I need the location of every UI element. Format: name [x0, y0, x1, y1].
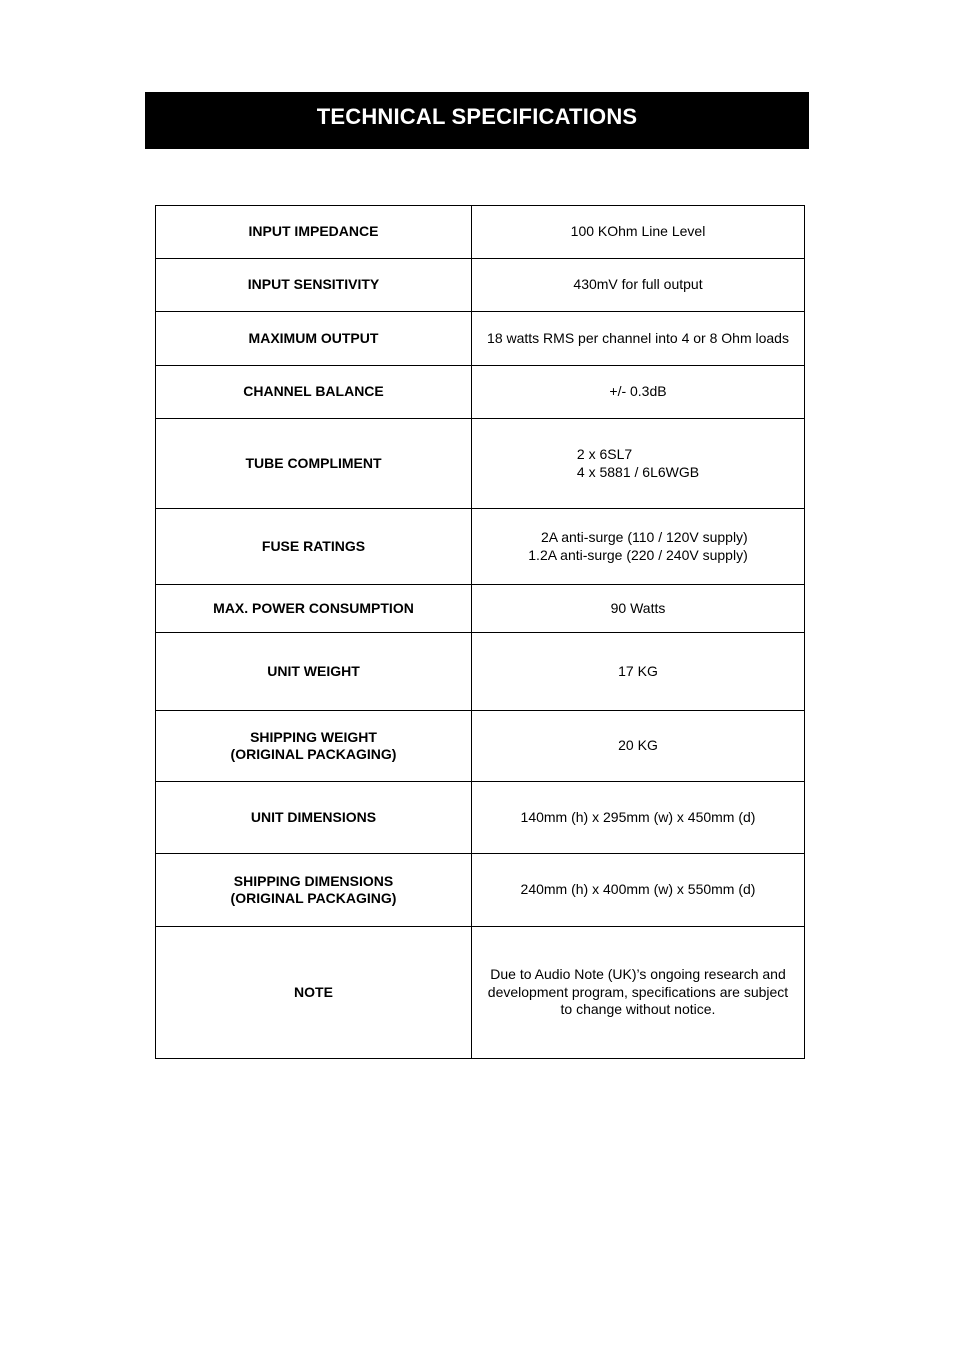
specifications-table — [155, 205, 805, 1059]
spec-label: SHIPPING DIMENSIONS (ORIGINAL PACKAGING) — [156, 854, 472, 927]
spec-value: 430mV for full output — [472, 259, 805, 312]
spec-label: MAXIMUM OUTPUT — [156, 312, 472, 366]
page-title: TECHNICAL SPECIFICATIONS — [316, 103, 638, 129]
spec-label: SHIPPING WEIGHT (ORIGINAL PACKAGING) — [156, 711, 472, 782]
table-row — [156, 206, 805, 259]
table-row — [156, 854, 805, 927]
spec-label: UNIT DIMENSIONS — [156, 782, 472, 854]
table-row — [156, 509, 805, 585]
table-row — [156, 419, 805, 509]
spec-label: FUSE RATINGS — [156, 509, 472, 585]
table-row — [156, 711, 805, 782]
title-banner — [145, 92, 809, 149]
spec-value: 240mm (h) x 400mm (w) x 550mm (d) — [472, 854, 805, 927]
table-row — [156, 633, 805, 711]
table-row — [156, 366, 805, 419]
table-row — [156, 259, 805, 312]
spec-value: +/- 0.3dB — [472, 366, 805, 419]
table-row — [156, 927, 805, 1059]
spec-label: INPUT SENSITIVITY — [156, 259, 472, 312]
spec-label: UNIT WEIGHT — [156, 633, 472, 711]
spec-value: 20 KG — [472, 711, 805, 782]
table-row — [156, 782, 805, 854]
spec-value: 17 KG — [472, 633, 805, 711]
table-row — [156, 312, 805, 366]
spec-label: NOTE — [156, 927, 472, 1059]
spec-value: 90 Watts — [472, 585, 805, 633]
spec-value: Due to Audio Note (UK)’s ongoing research and development program, specifications are subject to change without notice. — [472, 927, 805, 1059]
spec-value: 2A anti-surge (110 / 120V supply) 1.2A anti-surge (220 / 240V supply) — [472, 509, 805, 585]
spec-label: CHANNEL BALANCE — [156, 366, 472, 419]
table-row — [156, 585, 805, 633]
spec-value: 18 watts RMS per channel into 4 or 8 Ohm loads — [472, 312, 805, 366]
spec-value: 100 KOhm Line Level — [472, 206, 805, 259]
spec-value: 140mm (h) x 295mm (w) x 450mm (d) — [472, 782, 805, 854]
spec-label: INPUT IMPEDANCE — [156, 206, 472, 259]
spec-label: TUBE COMPLIMENT — [156, 419, 472, 509]
spec-value: 2 x 6SL7 4 x 5881 / 6L6WGB — [472, 419, 805, 509]
spec-label: MAX. POWER CONSUMPTION — [156, 585, 472, 633]
